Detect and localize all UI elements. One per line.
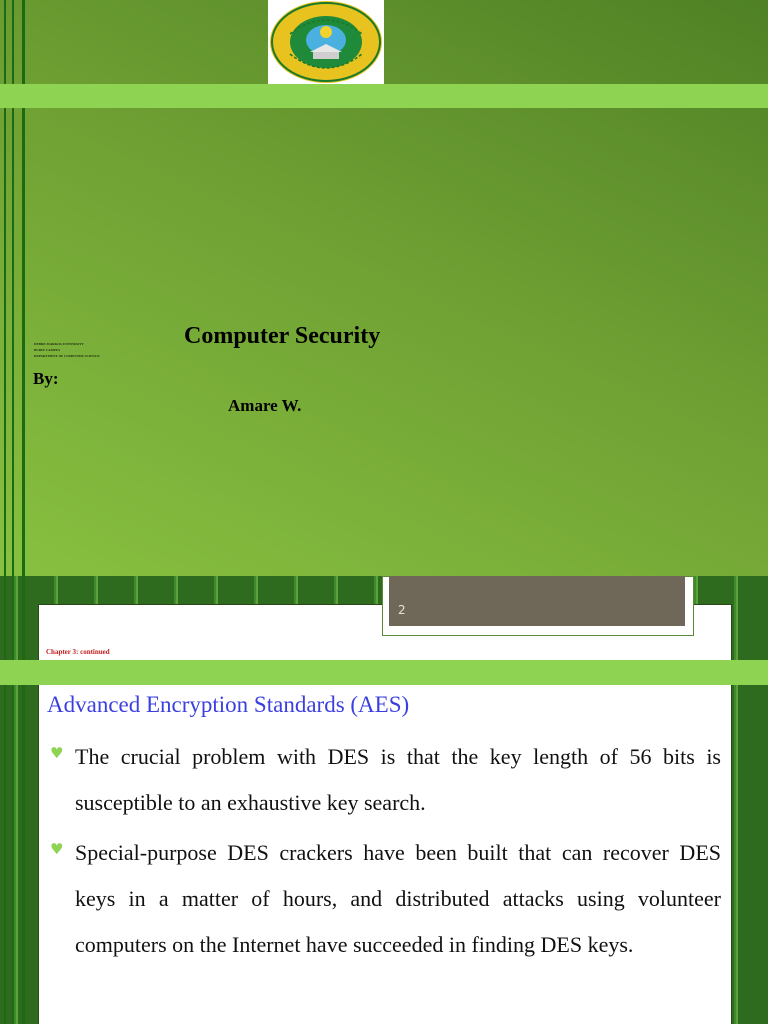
author-name: Amare W. [228,396,302,415]
institution-line: DEBRE MARKOS UNIVERSITY [34,342,84,346]
institution-line: DEPARTMENT OF COMPUTER SCIENCE [34,354,100,358]
bullet-item [50,830,721,968]
by-label: By: [33,369,59,388]
decor-line [12,576,14,1024]
slide-number-box [389,576,685,626]
bullet-text: The crucial problem with DES is that the key length of 56 bits is susceptible to an exhaustive key search. [75,744,721,815]
decor-line [4,576,6,1024]
slide-title: Computer Security [184,323,381,349]
bullet-text: Special-purpose DES crackers have been built that can recover DES keys in a matter of hours, and distributed attacks using volunteer computers on the Internet have succeeded in finding DES keys. [75,840,721,957]
heart-bullet-icon: ♥ [50,840,64,858]
slide-heading: Advanced Encryption Standards (AES) [47,692,410,717]
chapter-label: Chapter 3: continued [46,648,110,656]
accent-band [0,660,768,685]
institution-line: BURIE CAMPUS [34,348,61,352]
institution-lines [34,341,100,359]
bullet-item [50,734,721,826]
university-seal-logo [268,0,384,84]
accent-band [0,84,768,108]
content-slide [0,576,768,1024]
decor-line [22,576,25,1024]
bullet-list [50,734,721,972]
logo-frame [268,0,384,84]
slide-number: 2 [398,603,406,617]
heart-bullet-icon: ♥ [50,744,64,762]
